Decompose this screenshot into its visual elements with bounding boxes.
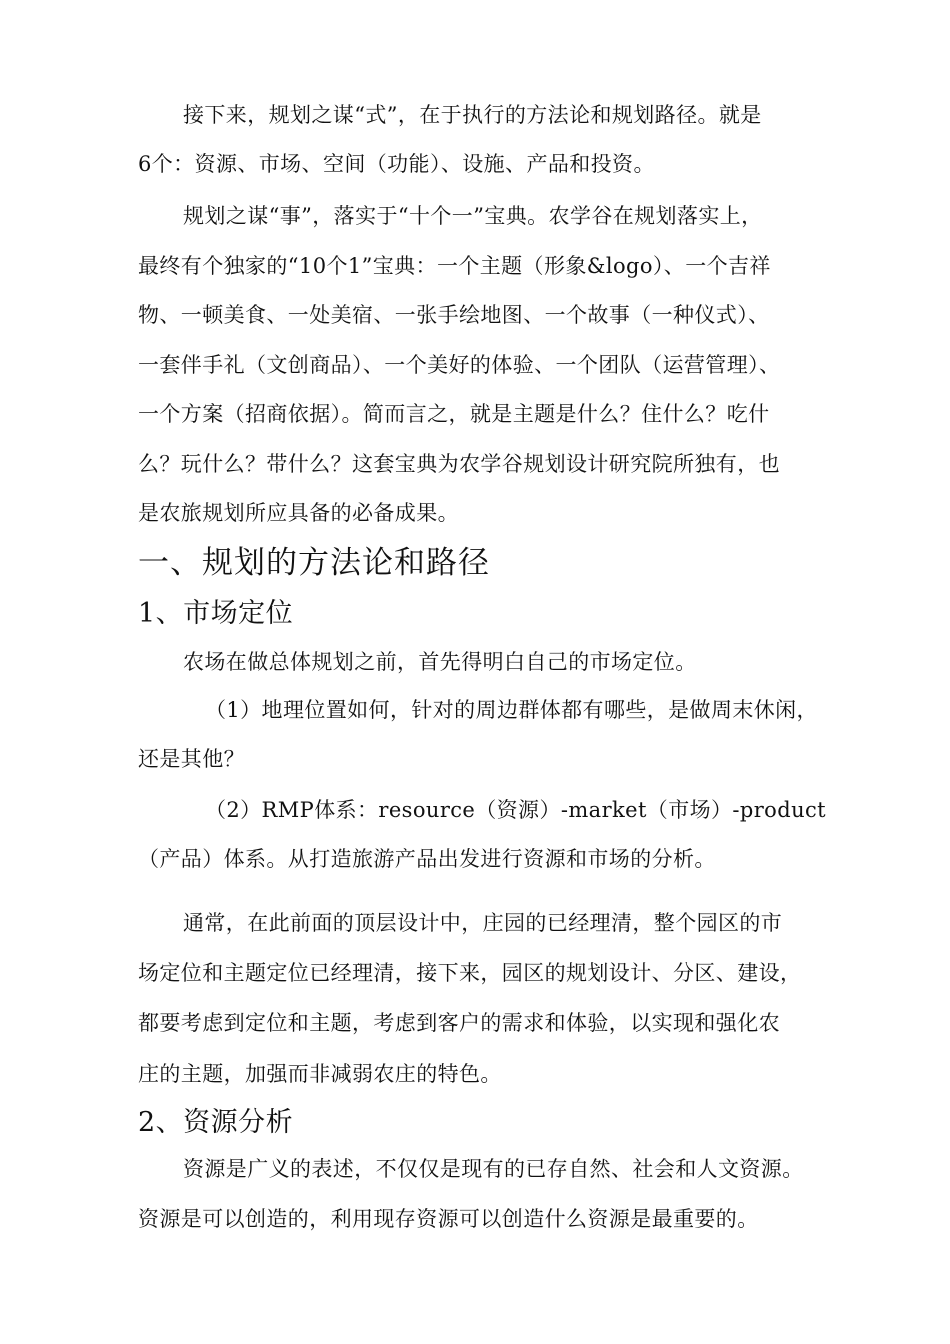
paragraph-line: 场定位和主题定位已经理清，接下来，园区的规划设计、分区、建设，	[138, 961, 802, 985]
paragraph-line: 物、一顿美食、一处美宿、一张手绘地图、一个故事（一种仪式）、	[138, 303, 770, 327]
paragraph-line: 一套伴手礼（文创商品）、一个美好的体验、一个团队（运营管理）、	[138, 353, 781, 377]
paragraph-line: 接下来，规划之谋“式”，在于执行的方法论和规划路径。就是	[183, 103, 762, 127]
paragraph-line: 最终有个独家的“10个1”宝典：一个主题（形象&logo）、一个吉祥	[138, 254, 771, 278]
paragraph-line: （1）地理位置如何，针对的周边群体都有哪些，是做周末休闲，	[205, 698, 818, 722]
paragraph-line: 6个：资源、市场、空间（功能）、设施、产品和投资。	[138, 152, 655, 176]
paragraph-line: 规划之谋“事”，落实于“十个一”宝典。农学谷在规划落实上，	[183, 204, 763, 228]
paragraph-line: （2）RMP体系：resource（资源）-market（市场）-product	[205, 798, 826, 822]
paragraph-line: 通常，在此前面的顶层设计中，庄园的已经理清，整个园区的市	[183, 911, 783, 935]
paragraph-line: 还是其他？	[138, 747, 245, 771]
paragraph-line: 都要考虑到定位和主题，考虑到客户的需求和体验，以实现和强化农	[138, 1011, 780, 1035]
paragraph-line: 是农旅规划所应具备的必备成果。	[138, 501, 459, 525]
paragraph-line: 资源是广义的表述，不仅仅是现有的已存自然、社会和人文资源。	[183, 1157, 804, 1181]
subsection-heading: 2、资源分析	[138, 1107, 294, 1138]
paragraph-line: 一个方案（招商依据）。简而言之，就是主题是什么？住什么？吃什	[138, 402, 770, 426]
paragraph-line: 庄的主题，加强而非减弱农庄的特色。	[138, 1062, 502, 1086]
paragraph-line: 农场在做总体规划之前，首先得明白自己的市场定位。	[183, 650, 697, 674]
paragraph-line: 资源是可以创造的，利用现存资源可以创造什么资源是最重要的。	[138, 1207, 759, 1231]
paragraph-line: 么？玩什么？带什么？这套宝典为农学谷规划设计研究院所独有，也	[138, 452, 780, 476]
subsection-heading: 1、市场定位	[138, 598, 294, 629]
section-heading: 一、规划的方法论和路径	[138, 545, 490, 581]
paragraph-line: （产品）体系。从打造旅游产品出发进行资源和市场的分析。	[138, 847, 716, 871]
